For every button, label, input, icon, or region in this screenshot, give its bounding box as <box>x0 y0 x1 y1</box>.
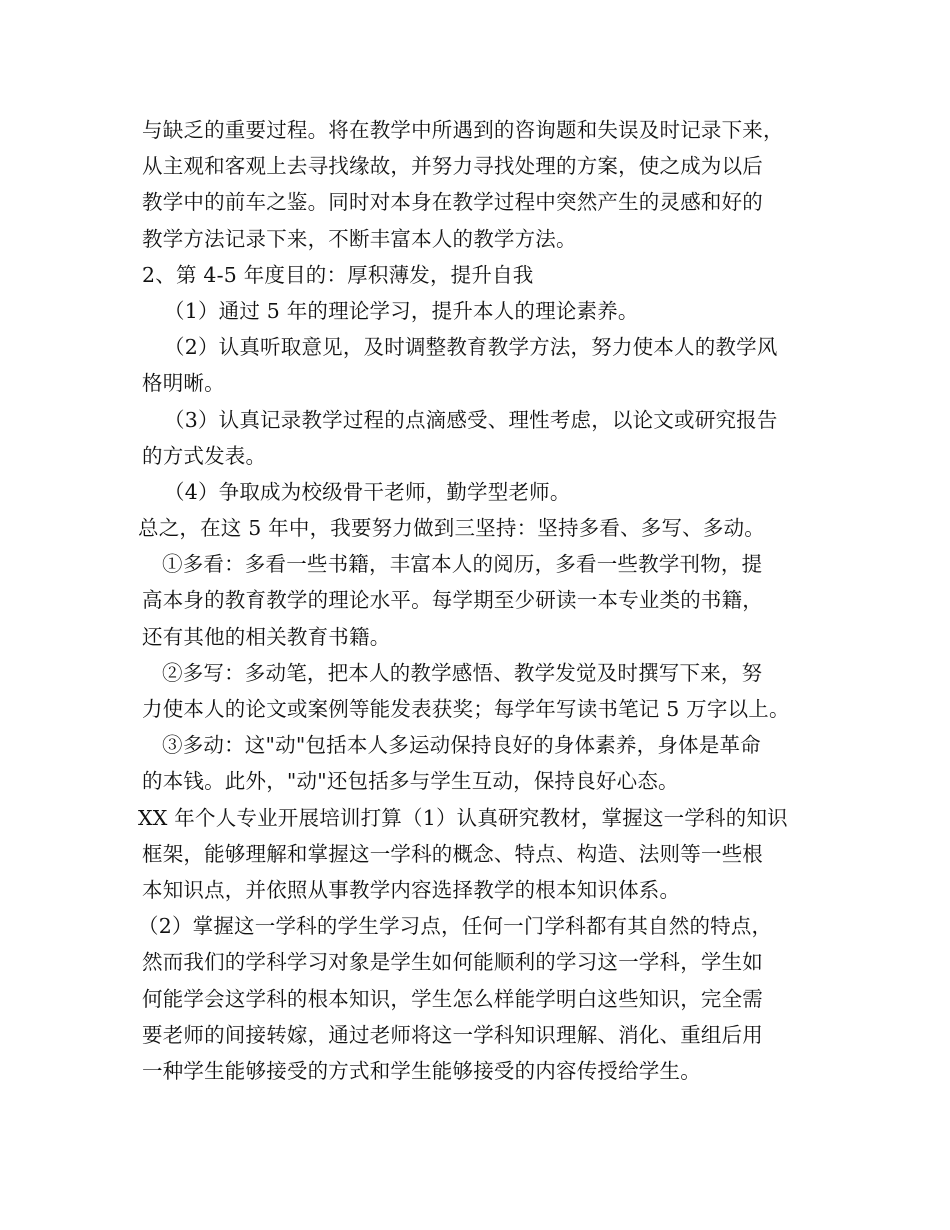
text-line: 一种学生能够接受的方式和学生能够接受的内容传授给学生。 <box>142 1058 701 1083</box>
text-line: 总之，在这 5 年中，我要努力做到三坚持：坚持多看、多写、多动。 <box>138 516 765 541</box>
list-item: ③多动：这"动"包括本人多运动保持良好的身体素养，身体是革命 <box>162 733 761 758</box>
list-item: ①多看：多看一些书籍，丰富本人的阅历，多看一些教学刊物，提 <box>162 552 763 577</box>
text-line: XX 年个人专业开展培训打算（1）认真研究教材，掌握这一学科的知识 <box>138 805 788 830</box>
text-line: 教学方法记录下来，不断丰富本人的教学方法。 <box>142 226 577 251</box>
section-heading: 2、第 4-5 年度目的：厚积薄发，提升自我 <box>142 262 534 287</box>
text-line: 高本身的教育教学的理论水平。每学期至少研读一本专业类的书籍， <box>142 588 763 613</box>
text-line: 与缺乏的重要过程。将在教学中所遇到的咨询题和失误及时记录下来， <box>142 118 784 142</box>
text-line: 框架，能够理解和掌握这一学科的概念、特点、构造、法则等一些根 <box>142 841 763 866</box>
document-body <box>138 112 822 1089</box>
text-line: 从主观和客观上去寻找缘故，并努力寻找处理的方案，使之成为以后 <box>142 154 763 179</box>
text-line: 还有其他的相关教育书籍。 <box>142 624 391 649</box>
text-line: 的方式发表。 <box>142 443 267 468</box>
list-item: （2）掌握这一学科的学生学习点，任何一门学科都有其自然的特点， <box>138 914 773 939</box>
list-item: （4）争取成为校级骨干老师，勤学型老师。 <box>164 479 571 504</box>
text-line: 何能学会这学科的根本知识，学生怎么样能学明白这些知识，完全需 <box>142 986 763 1011</box>
list-item: （2）认真听取意见，及时调整教育教学方法，努力使本人的教学风 <box>164 335 778 360</box>
list-item: （3）认真记录教学过程的点滴感受、理性考虑，以论文或研究报告 <box>164 407 778 432</box>
text-line: 教学中的前车之鉴。同时对本身在教学过程中突然产生的灵感和好的 <box>142 190 763 215</box>
text-line: 然而我们的学科学习对象是学生如何能顺利的学习这一学科，学生如 <box>142 950 763 975</box>
list-item: ②多写：多动笔，把本人的教学感悟、教学发觉及时撰写下来，努 <box>162 660 763 685</box>
text-line: 力使本人的论文或案例等能发表获奖；每学年写读书笔记 5 万字以上。 <box>142 697 790 721</box>
text-line: 格明晰。 <box>142 371 225 396</box>
text-line: 的本钱。此外，"动"还包括多与学生互动，保持良好心态。 <box>142 769 679 794</box>
text-line: 要老师的间接转嫁，通过老师将这一学科知识理解、消化、重组后用 <box>142 1022 763 1047</box>
list-item: （1）通过 5 年的理论学习，提升本人的理论素养。 <box>164 298 639 323</box>
text-line: 本知识点，并依照从事教学内容选择教学的根本知识体系。 <box>142 877 681 902</box>
